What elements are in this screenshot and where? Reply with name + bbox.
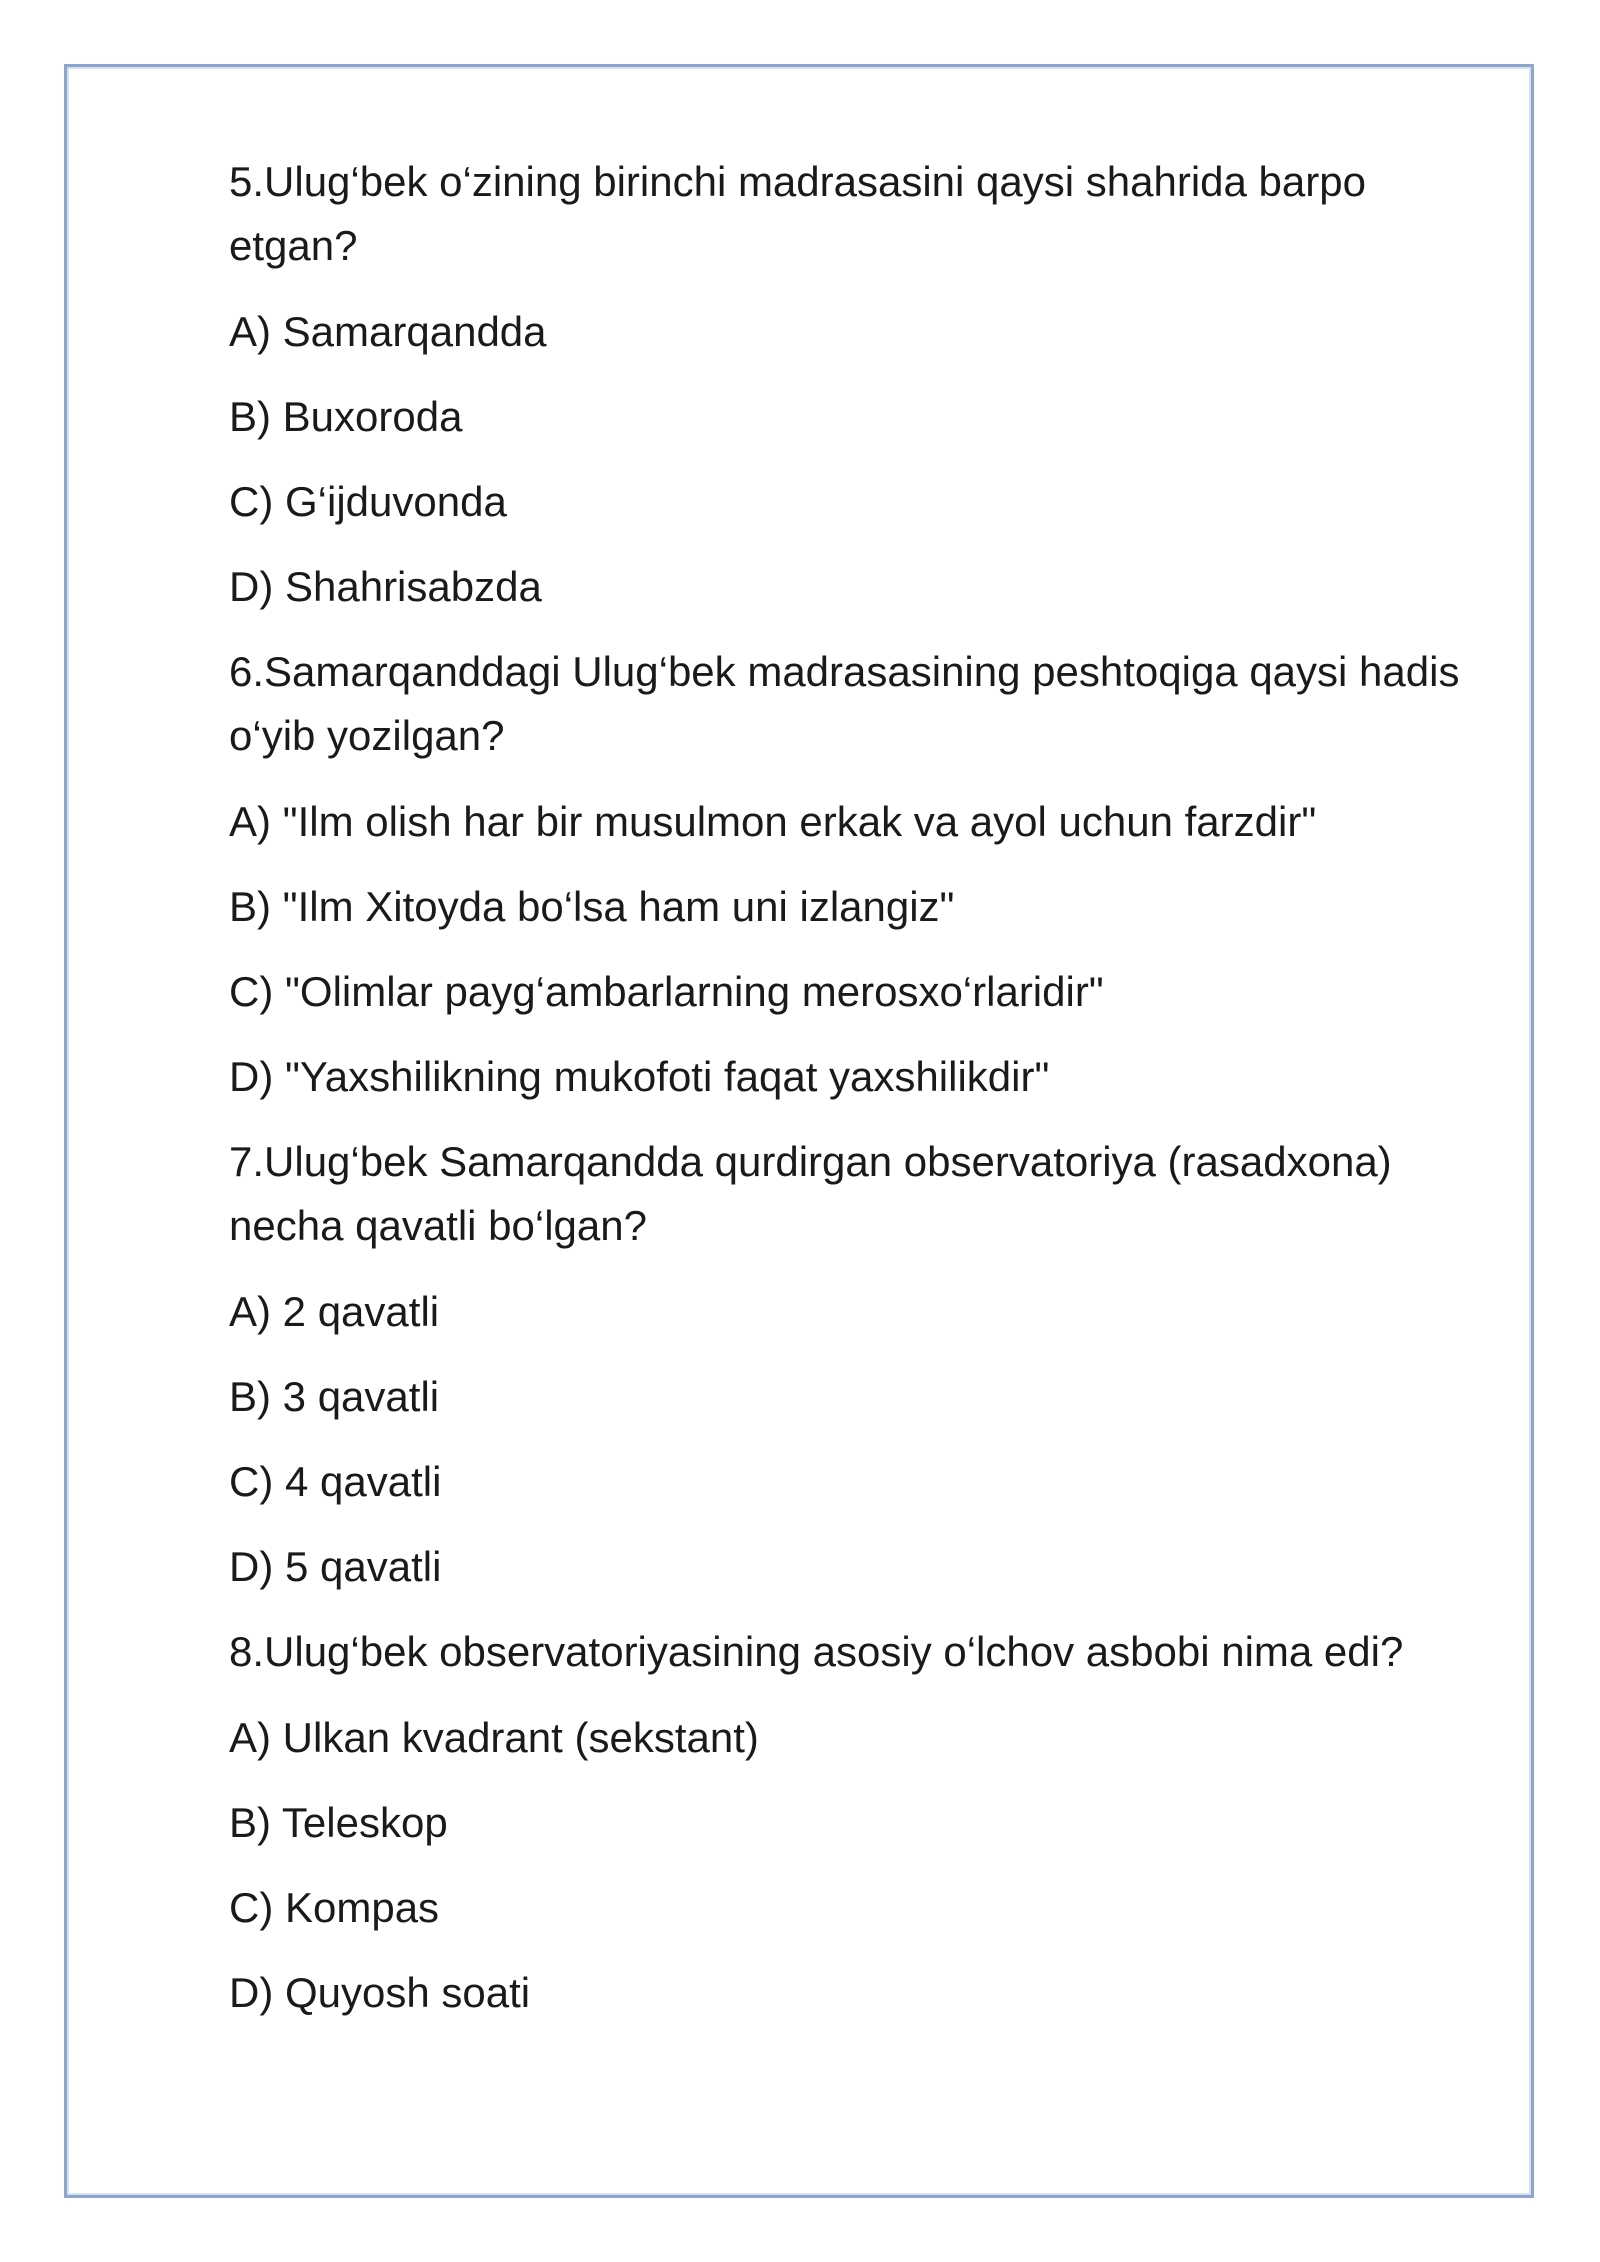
question-text: 8.Ulug‘bek observatoriyasining asosiy o‘lchov asbobi nima edi? [229,1628,1404,1675]
answer-option: C) 4 qavatli [229,1458,442,1505]
question-block [229,640,1479,1109]
answer-option: D) "Yaxshilikning mukofoti faqat yaxshilikdir" [229,1053,1050,1100]
answer-option: B) Teleskop [229,1799,448,1846]
question-text: 7.Ulug‘bek Samarqandda qurdirgan observatoriya (rasadxona) necha qavatli bo‘lgan? [229,1138,1392,1249]
question-block [229,150,1479,619]
question-block [229,1620,1479,2025]
answer-option: C) Kompas [229,1884,440,1931]
answer-option: A) Samarqandda [229,308,547,355]
answer-option: A) "Ilm olish har bir musulmon erkak va ayol uchun farzdir" [229,798,1317,845]
answer-option: D) Shahrisabzda [229,563,542,610]
answer-option: C) G‘ijduvonda [229,478,507,525]
answer-option: C) "Olimlar payg‘ambarlarning merosxo‘rlaridir" [229,968,1104,1015]
answer-option: D) 5 qavatli [229,1543,442,1590]
answer-option: B) Buxoroda [229,393,463,440]
question-text: 5.Ulug‘bek o‘zining birinchi madrasasini qaysi shahrida barpo etgan? [229,158,1366,269]
question-text: 6.Samarqanddagi Ulug‘bek madrasasining peshtoqiga qaysi hadis o‘yib yozilgan? [229,648,1460,759]
answer-option: B) "Ilm Xitoyda bo‘lsa ham uni izlangiz" [229,883,955,930]
answer-option: B) 3 qavatli [229,1373,440,1420]
answer-option: A) Ulkan kvadrant (sekstant) [229,1714,759,1761]
question-block [229,1130,1479,1599]
answer-option: A) 2 qavatli [229,1288,440,1335]
document-content [229,150,1479,2046]
answer-option: D) Quyosh soati [229,1969,531,2016]
